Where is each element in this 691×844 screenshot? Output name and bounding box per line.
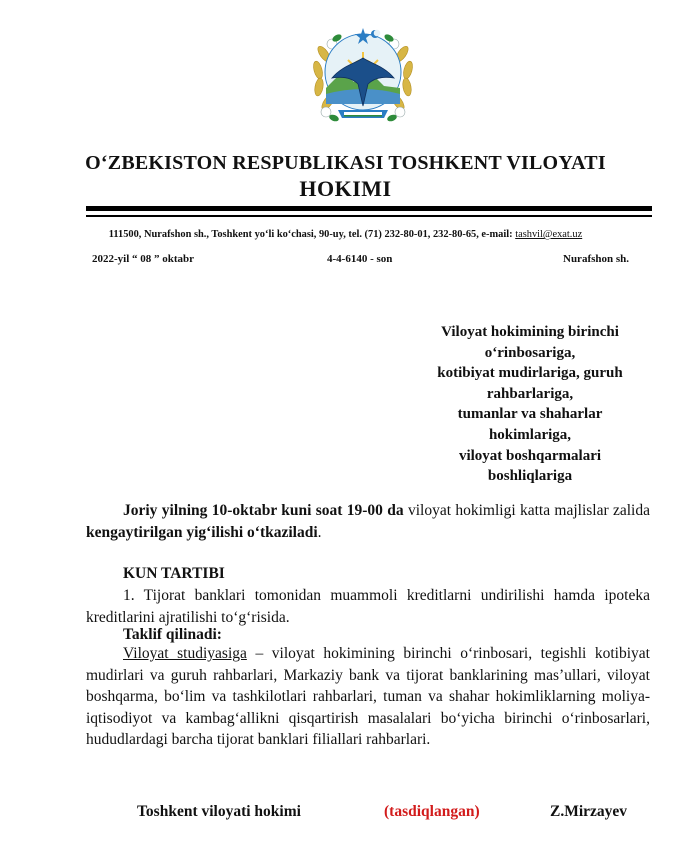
meeting-time: Joriy yilning 10-oktabr kuni soat 19-00 da: [123, 502, 404, 519]
recipient-line: rahbarlariga,: [486, 385, 574, 402]
recipients-block: [404, 322, 656, 487]
email-link[interactable]: tashvil@exat.uz: [515, 229, 583, 240]
recipient-line: hokimlariga,: [488, 426, 572, 443]
meeting-type: kengaytirilgan yig‘ilishi o‘tkaziladi: [86, 524, 318, 541]
recipient-line: o‘rinbosariga,: [484, 344, 576, 361]
recipient-line: boshliqlariga: [487, 468, 573, 485]
approval-status: (tasdiqlangan): [384, 803, 480, 820]
agenda-title: KUN TARTIBI: [123, 565, 225, 582]
document-number: 4-4-6140 - son: [327, 253, 393, 265]
signatory-name: Z.Mirzayev: [550, 803, 628, 820]
invited-location: Viloyat studiyasiga: [123, 645, 247, 662]
organization-subtitle: HOKIMI: [299, 176, 392, 201]
recipient-line: tumanlar va shaharlar: [457, 406, 603, 423]
document-date: 2022-yil “ 08 ” oktabr: [92, 253, 195, 265]
announcement-end: .: [317, 524, 322, 541]
state-emblem-icon: [304, 14, 422, 132]
invited-title: Taklif qilinadi:: [123, 626, 222, 643]
recipient-line: viloyat boshqarmalari: [458, 447, 602, 464]
recipient-line: Viloyat hokimining birinchi: [441, 324, 619, 340]
address-text: 111500, Nurafshon sh., Toshkent yo‘li ko‘chasi, 90-uy, tel. (71) 232-80-01, 232-80-65, e-mail:: [108, 229, 516, 240]
address-line: [0, 229, 691, 240]
agenda-item: 1. Tijorat banklari tomonidan muammoli kreditlarni undirilishi hamda ipoteka kreditlarini ajratilishi to‘g‘risida.: [86, 587, 650, 626]
header-divider-thin: [86, 215, 652, 217]
invitees-list: – viloyat hokimining birinchi o‘rinbosari, tegishli kotibiyat mudirlari va guruh rahbarlari, Markaziy bank va tijorat banklarining mas’ullari, viloyat boshqarma, bo‘lim va tashkilotlari rahbarlari, tuman va shahar hokimliklarning moliya-iqtisodiyot va kambag‘allikni qisqartirish masalalari bo‘yicha birinchi o‘rinbosarlari, hududlardagi barcha tijorat banklari filiallari rahbarlari.: [86, 645, 650, 749]
meeting-announcement: [86, 500, 650, 544]
recipient-line: kotibiyat mudirlariga, guruh: [437, 365, 623, 382]
meeting-place: viloyat hokimligi katta majlislar zalida: [403, 502, 650, 519]
document-place: Nurafshon sh.: [563, 253, 630, 265]
header-divider-thick: [86, 206, 652, 211]
organization-title: O‘ZBEKISTON RESPUBLIKASI TOSHKENT VILOYATI: [85, 152, 606, 174]
signatory-title: Toshkent viloyati hokimi: [137, 803, 301, 820]
invitees-paragraph: [86, 643, 650, 751]
